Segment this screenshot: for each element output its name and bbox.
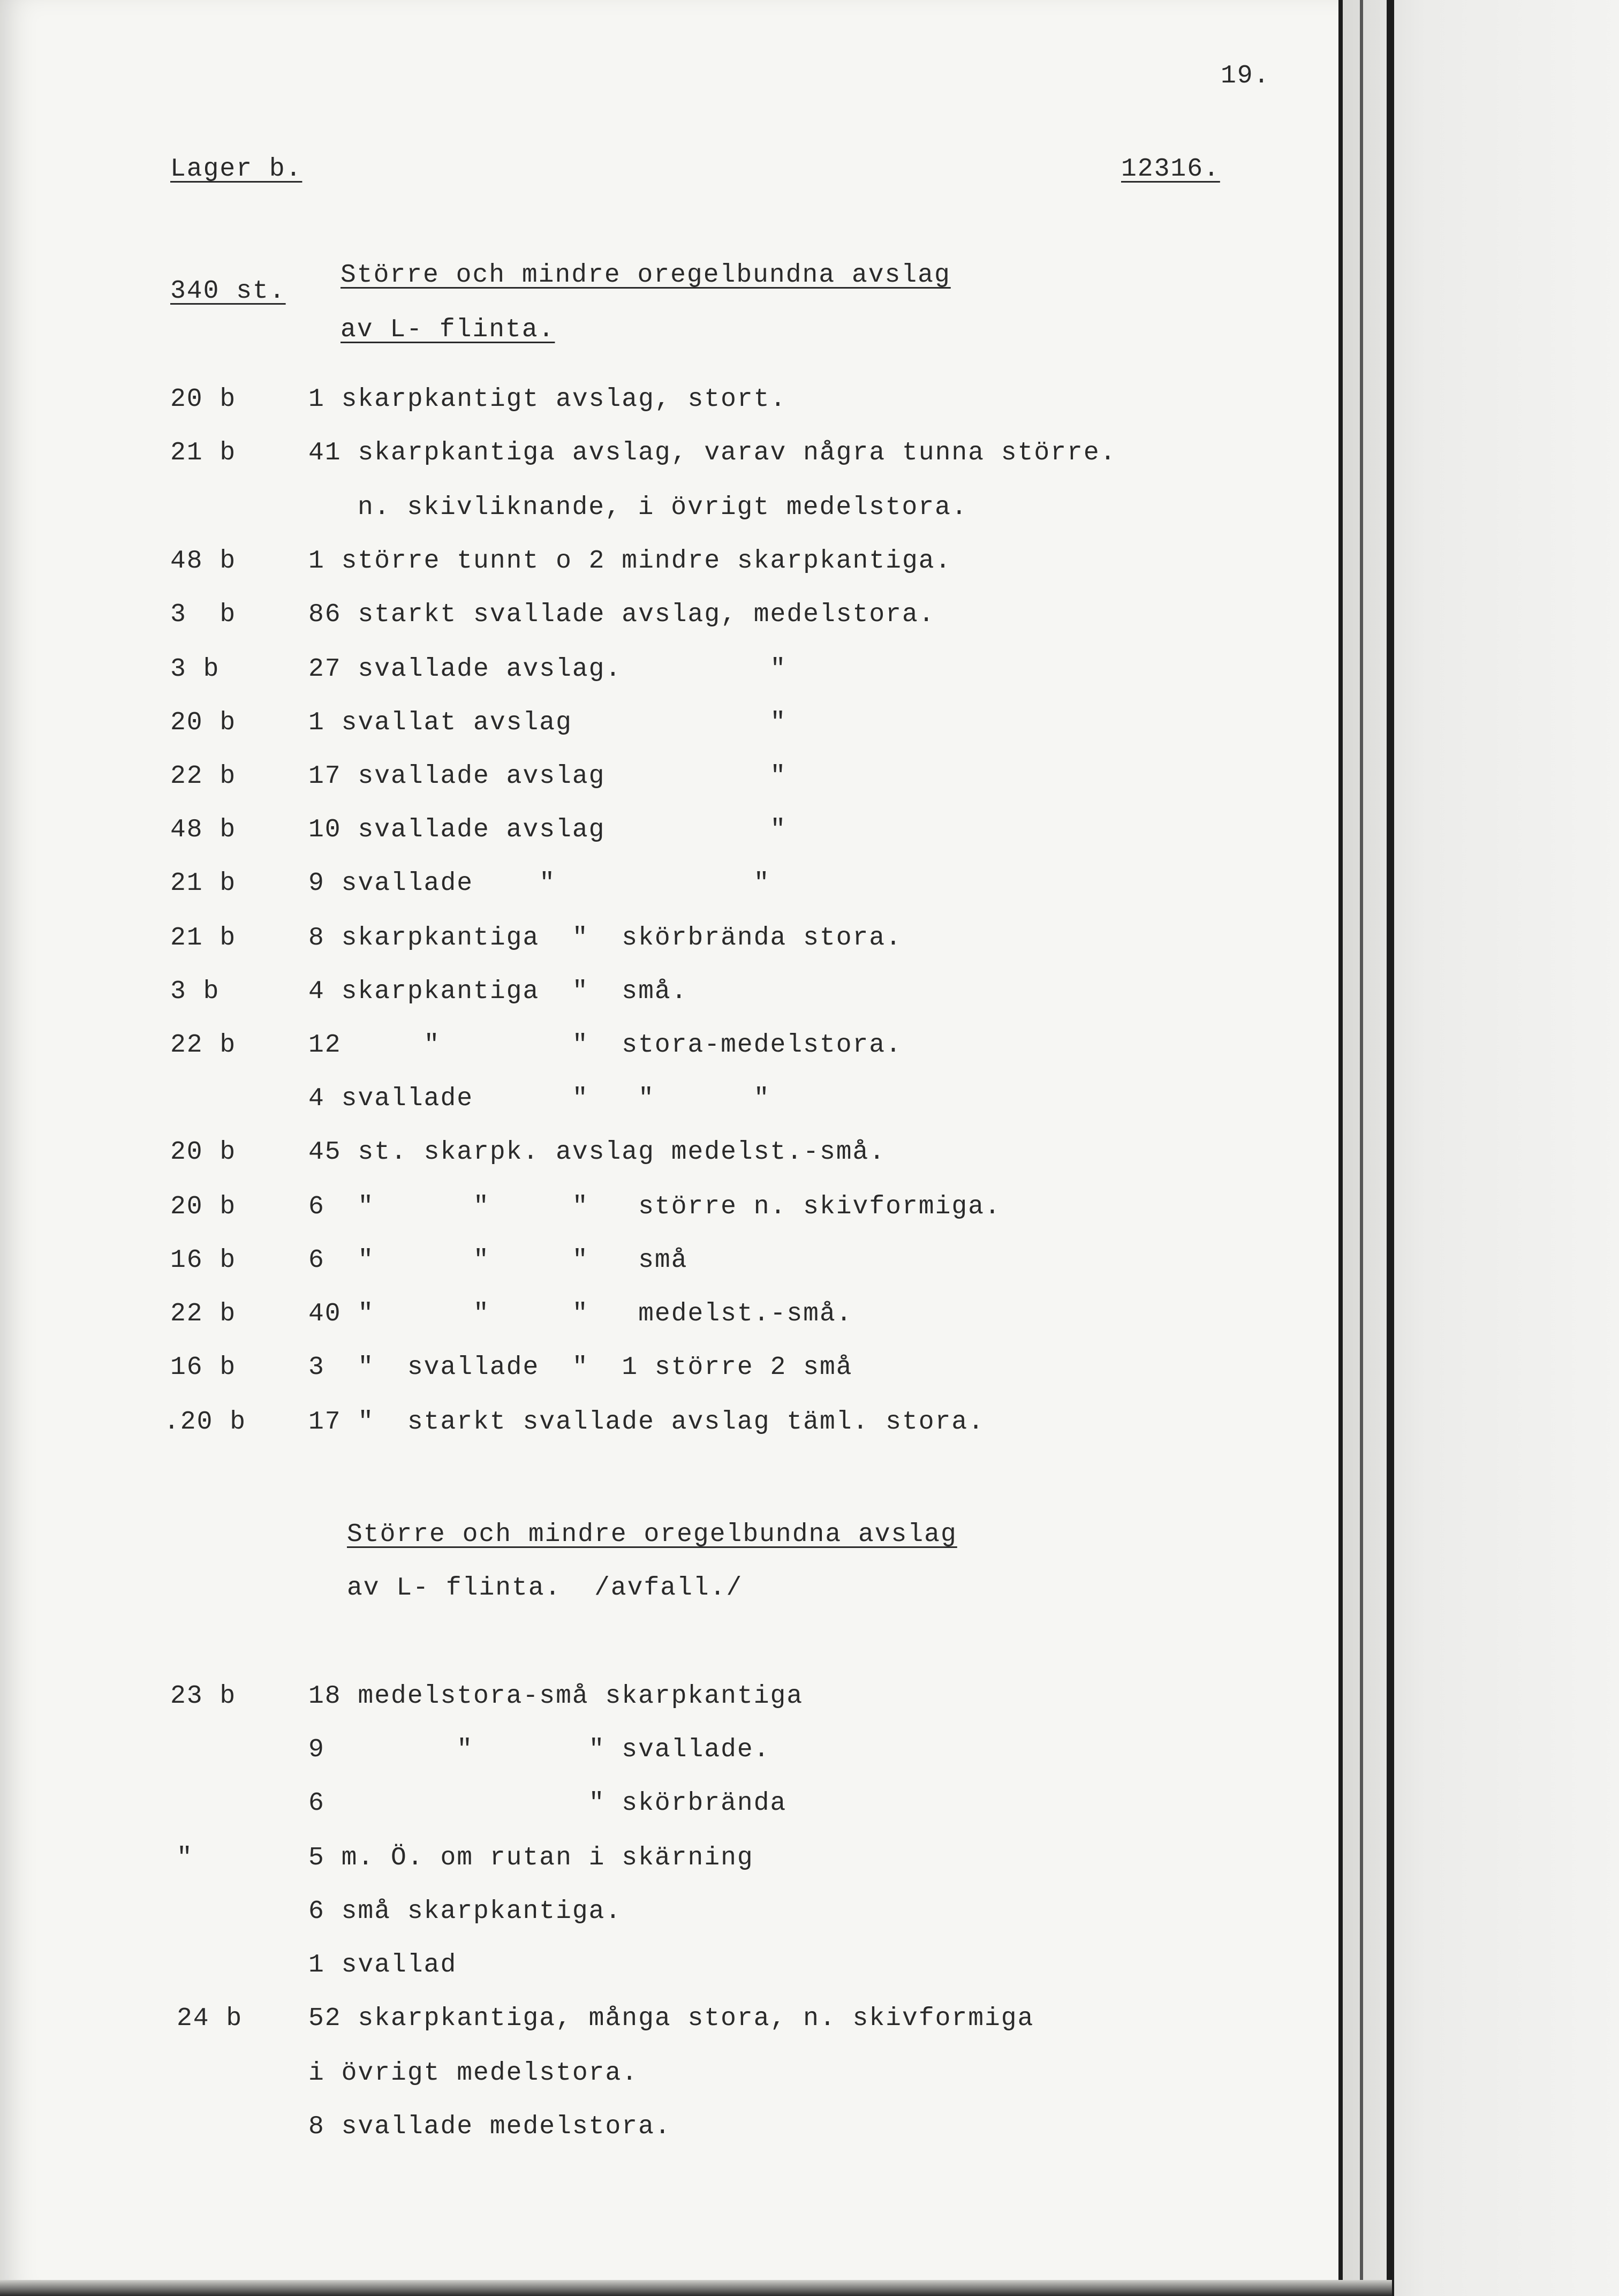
row-text: 86 starkt svallade avslag, medelstora.	[308, 600, 935, 629]
page-edge	[1338, 0, 1343, 2296]
section-title: Större och mindre oregelbundna avslag	[347, 1520, 957, 1549]
row-text: 6 " " " små	[308, 1246, 688, 1275]
row-text: 17 svallade avslag "	[308, 762, 787, 791]
row-text: 45 st. skarpk. avslag medelst.-små.	[308, 1138, 886, 1167]
row-text: 6 " " " större n. skivformiga.	[308, 1192, 1001, 1221]
row-text: i övrigt medelstora.	[308, 2059, 639, 2088]
row-text: 1 svallat avslag "	[308, 708, 787, 737]
layer-label: Lager b.	[170, 155, 302, 184]
row-text: 5 m. Ö. om rutan i skärning	[308, 1844, 754, 1872]
row-text: 1 svallad	[308, 1951, 457, 1980]
row-code: 48 b	[170, 547, 237, 576]
row-text: 6 små skarpkantiga.	[308, 1897, 622, 1926]
row-code: 21 b	[170, 439, 237, 467]
row-code: 20 b	[170, 1192, 237, 1221]
row-code: 21 b	[170, 869, 237, 898]
row-text: 4 svallade " " "	[308, 1084, 770, 1113]
row-text: 6 " skörbrända	[308, 1789, 787, 1818]
row-text: 12 " " stora-medelstora.	[308, 1031, 902, 1060]
catalog-number: 12316.	[1121, 155, 1220, 184]
row-code: 23 b	[170, 1682, 237, 1711]
section-title: av L- flinta.	[341, 315, 555, 344]
row-text: 41 skarpkantiga avslag, varav några tunna större.	[308, 439, 1117, 467]
page-number: 19.	[1221, 62, 1270, 90]
row-text: 1 större tunnt o 2 mindre skarpkantiga.	[308, 547, 952, 576]
page-bottom-shadow	[0, 2280, 1392, 2296]
page-edge	[1360, 0, 1363, 2296]
row-text: 8 svallade medelstora.	[308, 2112, 671, 2141]
row-code: 3 b	[170, 600, 237, 629]
row-text: 52 skarpkantiga, många stora, n. skivformiga	[308, 2004, 1034, 2033]
row-text: 4 skarpkantiga " små.	[308, 977, 688, 1006]
row-code: 20 b	[170, 708, 237, 737]
row-code: 16 b	[170, 1246, 237, 1275]
row-code: 20 b	[170, 1138, 237, 1167]
row-code: 24 b	[177, 2004, 243, 2033]
row-code: 20 b	[170, 385, 237, 414]
row-code: 22 b	[170, 1300, 237, 1328]
row-text: 10 svallade avslag "	[308, 815, 787, 844]
row-text: 9 " " svallade.	[308, 1735, 770, 1764]
row-code: 3 b	[170, 977, 220, 1006]
row-text: 18 medelstora-små skarpkantiga	[308, 1682, 804, 1711]
row-code: 48 b	[170, 815, 237, 844]
row-text: 17 " starkt svallade avslag täml. stora.	[308, 1408, 985, 1437]
row-text: n. skivliknande, i övrigt medelstora.	[358, 493, 968, 522]
row-text: 8 skarpkantiga " skörbrända stora.	[308, 924, 902, 953]
page-edge	[1387, 0, 1394, 2296]
row-text: 9 svallade " "	[308, 869, 770, 898]
underlying-page	[1343, 0, 1619, 2296]
row-text: 27 svallade avslag. "	[308, 655, 787, 684]
row-code: 3 b	[170, 655, 220, 684]
item-count: 340 st.	[170, 277, 286, 306]
row-code: 21 b	[170, 924, 237, 953]
section-title: Större och mindre oregelbundna avslag	[341, 261, 951, 290]
row-text: 40 " " " medelst.-små.	[308, 1300, 853, 1328]
row-code: 22 b	[170, 762, 237, 791]
row-code: 22 b	[170, 1031, 237, 1060]
row-code: .20 b	[164, 1408, 247, 1437]
section-title: av L- flinta. /avfall./	[347, 1574, 743, 1603]
row-text: 1 skarpkantigt avslag, stort.	[308, 385, 787, 414]
row-code: 16 b	[170, 1353, 237, 1382]
row-code: "	[177, 1844, 193, 1872]
row-text: 3 " svallade " 1 större 2 små	[308, 1353, 853, 1382]
